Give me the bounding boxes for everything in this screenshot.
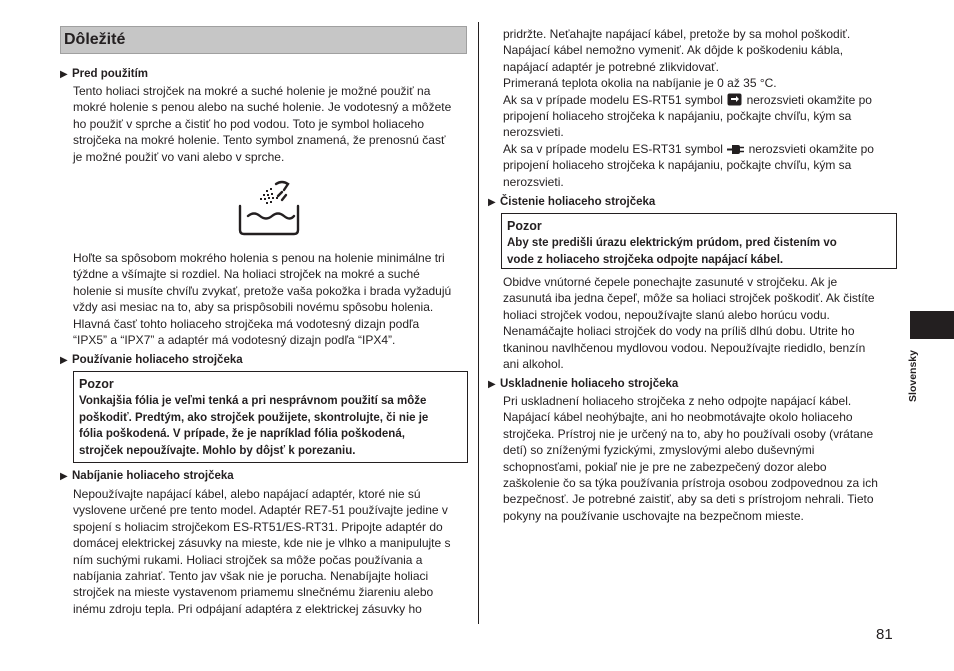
section-title: Dôležité: [64, 31, 126, 48]
cleaning-paragraph: Obidve vnútorné čepele ponechajte zasunuté v strojčeku. Ak je zasunutá iba jedna čepeľ, môže sa holiaci strojček poškodiť. Ak čistíte holiaci strojček vodou, nepoužívajte slanú alebo horúcu vodu. Nenamáčajte holiaci strojček do vody na príliš dlhú dobu. Utrite ho tkaninou navlhčenou mydlovou vodou. Nepoužívajte riedidlo, benzín ani alkohol.: [503, 275, 875, 372]
caution-box-cleaning: Pozor Aby ste predišli úrazu elektrickým prúdom, pred čistením vo vode z holiaceho strojčeka odpojte napájací kábel.: [501, 213, 897, 269]
subheading-before-use: ▶ Pred použitím: [60, 66, 148, 83]
charge-lamp-icon: [727, 93, 742, 106]
charging-continued-paragraph: pridržte. Neťahajte napájací kábel, pretože by sa mohol poškodiť. Napájací kábel nemožno vymeniť. Ak dôjde k poškodeniu kábla, napájací adaptér je potrebné zlikvidovať. Primeraná teplota okolia na nabíjanie je 0 až 35 °C. Ak sa v prípade modelu ES-RT51 symbol nerozsvieti okamžite po pripojení holiaceho strojčeka k napájaniu, počkajte chvíľu, kým sa nerozsvieti. Ak sa v prípade modelu ES-RT31 symbol nerozsvieti okamžite po pripojení holiaceho strojčeka k napájaniu, počkajte chvíľu, kým sa nerozsvieti.: [503, 27, 874, 189]
charging-paragraph: Nepoužívajte napájací kábel, alebo napájací adaptér, ktoré nie sú vyslovene určené pre tento model. Adaptér RE7-51 používajte jedine v spojení s holiacim strojčekom ES-RT51/ES-RT31. Pripojte adaptér do domácej elektrickej zásuvky na mieste, kde nie je vlhko a manipulujte s ním suchými rukami. Holiaci strojček sa môže počas používania a nabíjania zahriať. Tento jav však nie je porucha. Nenabíjajte holiaci strojček na mieste vystavenom priamemu slnečnému žiareniu alebo inému zdroju tepla. Pri odpájaní adaptéra z elektrickej zásuvky ho: [73, 487, 451, 616]
page-number: 81: [876, 626, 893, 643]
caution-box-using: Pozor Vonkajšia fólia je veľmi tenká a pri nesprávnom použití sa môže poškodiť. Predtým, ako strojček použijete, skontrolujte, či nie je fólia poškodená. V prípade, že je napríklad fólia poškodená, strojček nepoužívajte. Mohlo by dôjsť k porezaniu.: [73, 371, 468, 463]
subheading-cleaning: ▶ Čistenie holiaceho strojčeka: [488, 194, 655, 211]
subheading-using: ▶ Používanie holiaceho strojčeka: [60, 352, 243, 369]
section-header: [60, 26, 467, 54]
before-use-paragraph: Tento holiaci strojček na mokré a suché holenie je možné použiť na mokré holenie s penou alebo na suché holenie. Je vodotesný a môžete ho použiť v sprche a čistiť ho pod vodou. Toto je symbol holiaceho strojčeka na mokré holenie. Tento symbol znamená, že prenosnú časť je možné použiť vo vani alebo v sprche.: [73, 84, 452, 164]
storage-paragraph: Pri uskladnení holiaceho strojčeka z neho odpojte napájací kábel. Napájací kábel neohýbajte, ani ho neobmotávajte okolo holiaceho strojčeka. Prístroj nie je určený na to, aby ho používali osoby (vrátane detí) so zníženými fyzickými, zmyslovými alebo duševnými schopnosťami, pokiaľ nie je pre ne zabezpečený dozor alebo zaškolenie čo sa týka používania prístroja osobou zodpovednou za ich bezpečnosť. Je potrebné zaistiť, aby sa deti s prístrojom nehrali. Tieto pokyny na používanie uschovajte na bezpečnom mieste.: [503, 394, 878, 523]
triangle-bullet-icon: ▶: [488, 379, 496, 390]
plug-icon: [727, 144, 744, 155]
subheading-charging: ▶ Nabíjanie holiaceho strojčeka: [60, 468, 234, 485]
triangle-bullet-icon: ▶: [488, 197, 496, 208]
wet-shave-paragraph: Hoľte sa spôsobom mokrého holenia s penou na holenie minimálne tri týždne a všímajte si rozdiel. Na holiaci strojček na mokré a suché holenie si musíte chvíľu zvykať, pretože vaša pokožka i brada vyžadujú vždy asi mesiac na to, aby sa prispôsobili novému spôsobu holenia. Hlavná časť tohto holiaceho strojčeka má vodotesný dizajn podľa “IPX5” a “IPX7” a adaptér má vodotesný dizajn podľa “IPX4”.: [73, 251, 452, 348]
triangle-bullet-icon: ▶: [60, 69, 68, 80]
triangle-bullet-icon: ▶: [60, 355, 68, 366]
bath-shower-icon: [236, 178, 302, 236]
column-divider: [478, 22, 479, 624]
triangle-bullet-icon: ▶: [60, 471, 68, 482]
language-tab: [910, 311, 954, 339]
language-label: Slovensky: [907, 350, 919, 402]
caution-title: Pozor: [79, 377, 114, 391]
subheading-storage: ▶ Uskladnenie holiaceho strojčeka: [488, 376, 678, 393]
caution-title: Pozor: [507, 219, 542, 233]
